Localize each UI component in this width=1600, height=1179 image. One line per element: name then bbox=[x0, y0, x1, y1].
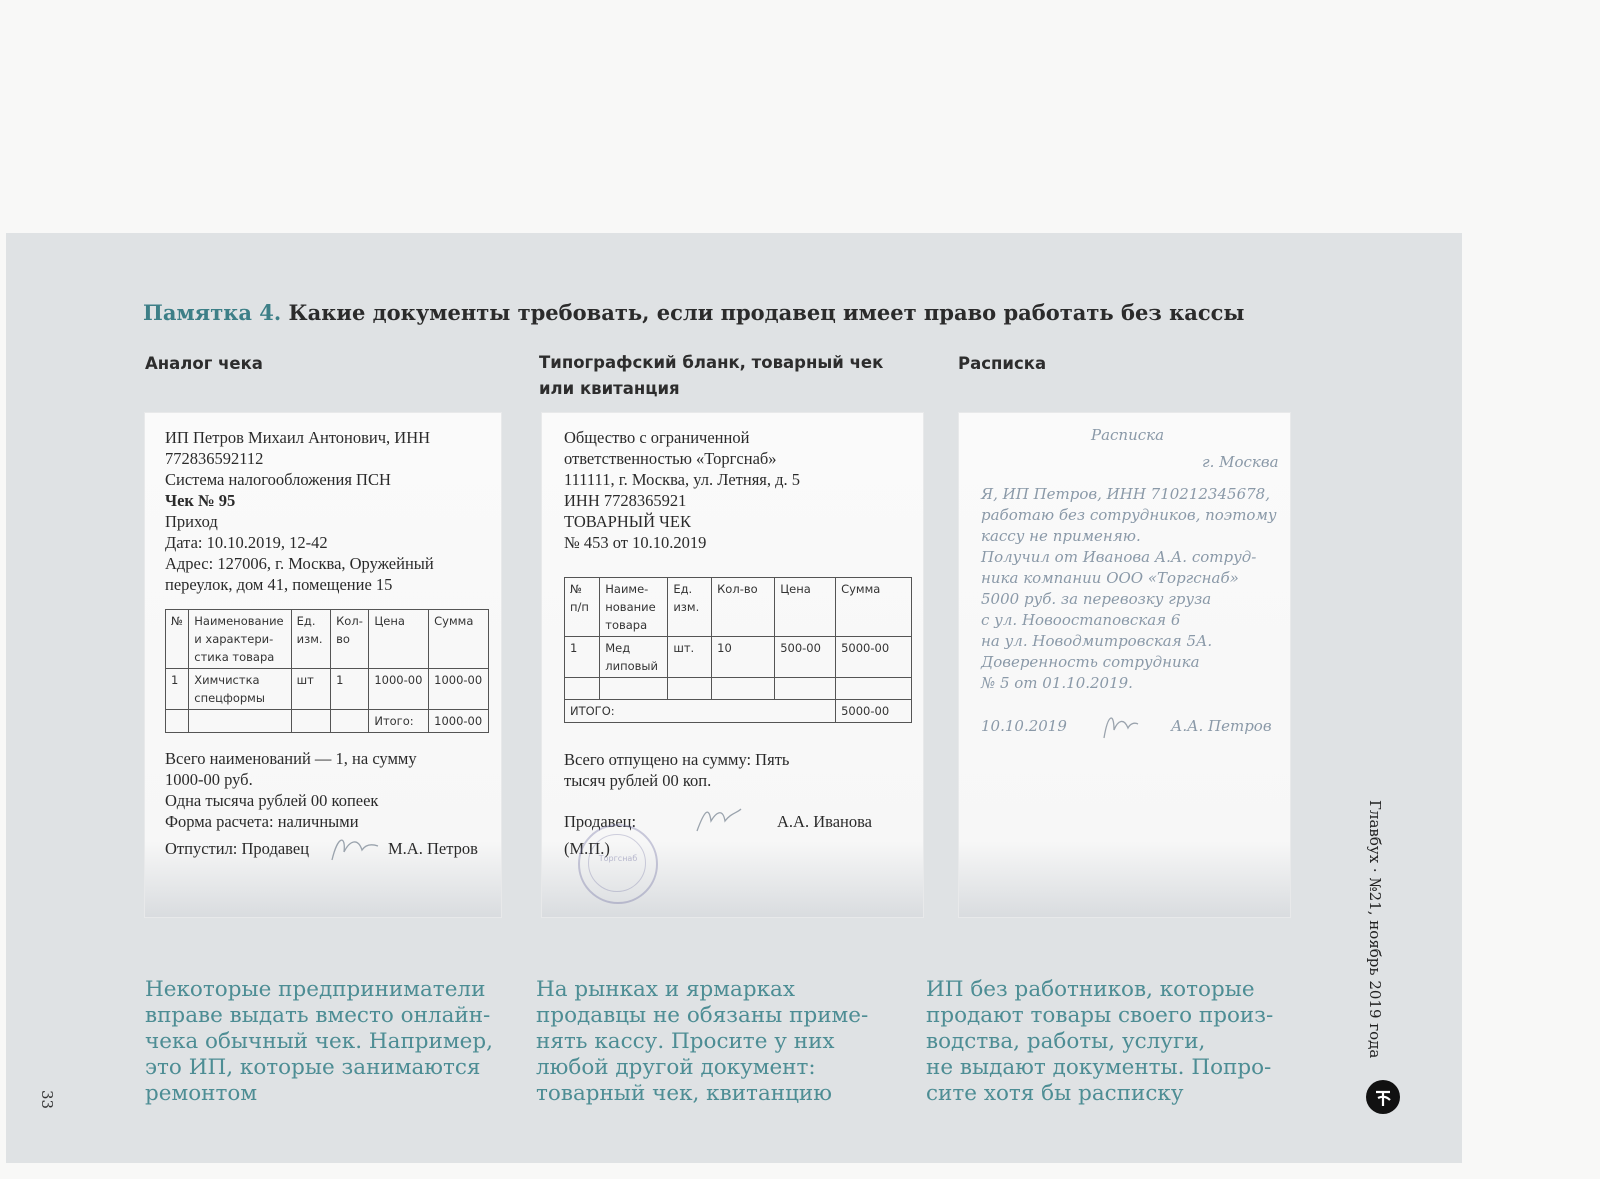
seller-label: Продавец: bbox=[564, 812, 637, 831]
caption-line: ИП без работников, которые bbox=[926, 977, 1255, 1002]
table-header-row bbox=[166, 610, 489, 669]
heading-receipt-analog bbox=[145, 351, 263, 377]
caption-line: продают товары своего произ- bbox=[926, 1003, 1274, 1028]
table-header-cell: Ед. изм. bbox=[291, 610, 331, 669]
signature-icon bbox=[1100, 708, 1140, 742]
receipt-analog-footer bbox=[165, 748, 417, 832]
signature-icon bbox=[328, 830, 380, 864]
sales-receipt-footer bbox=[564, 749, 789, 791]
doc-line: ТОВАРНЫЙ ЧЕК bbox=[564, 512, 691, 531]
caption-line: ремонтом bbox=[145, 1081, 258, 1106]
raspiska-line: работаю без сотрудников, поэтому bbox=[981, 506, 1277, 524]
raspiska-name: А.А. Петров bbox=[1171, 717, 1272, 735]
doc-line: 111111, г. Москва, ул. Летняя, д. 5 bbox=[564, 470, 801, 489]
raspiska-line: 5000 руб. за перевозку груза bbox=[981, 590, 1212, 608]
heading-printed-form bbox=[539, 350, 883, 402]
table-header-cell: № bbox=[166, 610, 189, 669]
caption-line: вправе выдать вместо онлайн- bbox=[145, 1003, 491, 1028]
doc-line: Одна тысяча рублей 00 копеек bbox=[165, 791, 379, 810]
total-value: 1000-00 bbox=[429, 710, 489, 733]
table-cell: 1000-00 bbox=[429, 669, 489, 710]
table-cell: Химчистка спецформы bbox=[189, 669, 291, 710]
stamp-text: Торгснаб bbox=[598, 854, 638, 863]
doc-line: Система налогообложения ПСН bbox=[165, 470, 391, 489]
page-number: 33 bbox=[38, 1090, 56, 1110]
table-cell: 1 bbox=[331, 669, 369, 710]
table-cell: шт. bbox=[668, 637, 712, 678]
raspiska-line: на ул. Новодмитровская 5А. bbox=[981, 632, 1213, 650]
journal-logo-icon bbox=[1366, 1080, 1400, 1114]
sales-receipt-header bbox=[564, 427, 800, 553]
heading-line: Расписка bbox=[958, 354, 1047, 373]
table-row bbox=[565, 637, 912, 678]
doc-line: Всего наименований — 1, на сумму bbox=[165, 749, 417, 768]
heading-line: Типографский бланк, товарный чек bbox=[539, 353, 884, 372]
released-by-name: М.А. Петров bbox=[388, 839, 478, 858]
table-header-cell: Ед. изм. bbox=[668, 578, 712, 637]
table-cell: 10 bbox=[712, 637, 775, 678]
sales-receipt-table bbox=[564, 577, 912, 723]
raspiska-line: ника компании ООО «Торгснаб» bbox=[981, 569, 1239, 587]
receipt-number: Чек № 95 bbox=[165, 491, 236, 510]
caption-line: товарный чек, квитанцию bbox=[536, 1081, 832, 1106]
table-header-cell: Наиме-нование товара bbox=[600, 578, 668, 637]
doc-line: Дата: 10.10.2019, 12-42 bbox=[165, 533, 328, 552]
released-by-label: Отпустил: Продавец bbox=[165, 839, 310, 858]
company-stamp bbox=[578, 824, 658, 904]
table-total-row bbox=[565, 700, 912, 723]
table-row bbox=[166, 669, 489, 710]
stamp-place-label: (М.П.) bbox=[564, 839, 610, 858]
doc-line: Всего отпущено на сумму: Пять bbox=[564, 750, 790, 769]
receipt-analog-table bbox=[165, 609, 489, 733]
caption-line: любой другой документ: bbox=[536, 1055, 816, 1080]
table-header-row bbox=[565, 578, 912, 637]
heading-line: или квитанция bbox=[539, 379, 680, 398]
raspiska-line: Доверенность сотрудника bbox=[981, 653, 1200, 671]
heading-line: Аналог чека bbox=[145, 354, 263, 373]
doc-line: тысяч рублей 00 коп. bbox=[564, 771, 712, 790]
table-header-cell: Кол-во bbox=[712, 578, 775, 637]
doc-line: ответственностью «Торгснаб» bbox=[564, 449, 777, 468]
raspiska-date: 10.10.2019 bbox=[981, 717, 1067, 735]
caption-receipt-analog bbox=[145, 977, 493, 1107]
raspiska-line: с ул. Новоостаповская 6 bbox=[981, 611, 1181, 629]
caption-line: На рынках и ярмарках bbox=[536, 977, 795, 1002]
table-header-cell: Цена bbox=[775, 578, 836, 637]
table-cell: 5000-00 bbox=[836, 637, 912, 678]
table-cell: 1000-00 bbox=[369, 669, 429, 710]
doc-line: 1000-00 руб. bbox=[165, 770, 253, 789]
total-value: 5000-00 bbox=[836, 700, 912, 723]
raspiska-city: г. Москва bbox=[1202, 453, 1279, 471]
doc-line: Адрес: 127006, г. Москва, Оружейный bbox=[165, 554, 434, 573]
memo-number: Памятка 4. bbox=[143, 300, 282, 325]
logo-mark-icon bbox=[1366, 1080, 1400, 1114]
doc-line: Форма расчета: наличными bbox=[165, 812, 359, 831]
raspiska-line: кассу не применяю. bbox=[981, 527, 1141, 545]
raspiska-title: Расписка bbox=[1091, 426, 1165, 444]
table-cell: 1 bbox=[166, 669, 189, 710]
table-total-row bbox=[166, 710, 489, 733]
table-header-cell: Цена bbox=[369, 610, 429, 669]
caption-line: не выдают документы. Попро- bbox=[926, 1055, 1272, 1080]
caption-line: это ИП, которые занимаются bbox=[145, 1055, 481, 1080]
seller-name: А.А. Иванова bbox=[777, 812, 872, 831]
receipt-analog-header bbox=[165, 427, 434, 595]
caption-line: продавцы не обязаны приме- bbox=[536, 1003, 869, 1028]
table-header-cell: Сумма bbox=[429, 610, 489, 669]
doc-line: 772836592112 bbox=[165, 449, 264, 468]
table-cell: 500-00 bbox=[775, 637, 836, 678]
signature-icon bbox=[693, 803, 745, 837]
table-cell: Мед липовый bbox=[600, 637, 668, 678]
raspiska-line: Получил от Иванова А.А. сотруд- bbox=[981, 548, 1257, 566]
doc-line: Приход bbox=[165, 512, 218, 531]
caption-line: нять кассу. Просите у них bbox=[536, 1029, 835, 1054]
total-label: ИТОГО: bbox=[565, 700, 836, 723]
caption-line: чека обычный чек. Например, bbox=[145, 1029, 493, 1054]
table-header-cell: Наименование и характери-стика товара bbox=[189, 610, 291, 669]
memo-title-text: Какие документы требовать, если продавец имеет право работать без кассы bbox=[288, 300, 1245, 325]
journal-issue-text: Главбух · №21, ноябрь 2019 года bbox=[1366, 800, 1384, 1059]
caption-line: Некоторые предприниматели bbox=[145, 977, 486, 1002]
table-header-cell: № п/п bbox=[565, 578, 600, 637]
table-cell: шт bbox=[291, 669, 331, 710]
memo-title bbox=[143, 300, 1244, 325]
doc-line: № 453 от 10.10.2019 bbox=[564, 533, 707, 552]
doc-line: Общество с ограниченной bbox=[564, 428, 750, 447]
doc-line: переулок, дом 41, помещение 15 bbox=[165, 575, 393, 594]
table-empty-row bbox=[565, 678, 912, 700]
raspiska-body bbox=[981, 484, 1277, 694]
raspiska-line: № 5 от 01.10.2019. bbox=[981, 674, 1133, 692]
table-header-cell: Сумма bbox=[836, 578, 912, 637]
doc-line: ИП Петров Михаил Антонович, ИНН bbox=[165, 428, 431, 447]
caption-printed-form bbox=[536, 977, 868, 1107]
caption-line: водства, работы, услуги, bbox=[926, 1029, 1206, 1054]
table-header-cell: Кол-во bbox=[331, 610, 369, 669]
table-cell: 1 bbox=[565, 637, 600, 678]
heading-raspiska bbox=[958, 351, 1046, 377]
doc-line: ИНН 7728365921 bbox=[564, 491, 687, 510]
caption-raspiska bbox=[926, 977, 1273, 1107]
raspiska-line: Я, ИП Петров, ИНН 710212345678, bbox=[981, 485, 1270, 503]
caption-line: сите хотя бы расписку bbox=[926, 1081, 1184, 1106]
total-label: Итого: bbox=[369, 710, 429, 733]
